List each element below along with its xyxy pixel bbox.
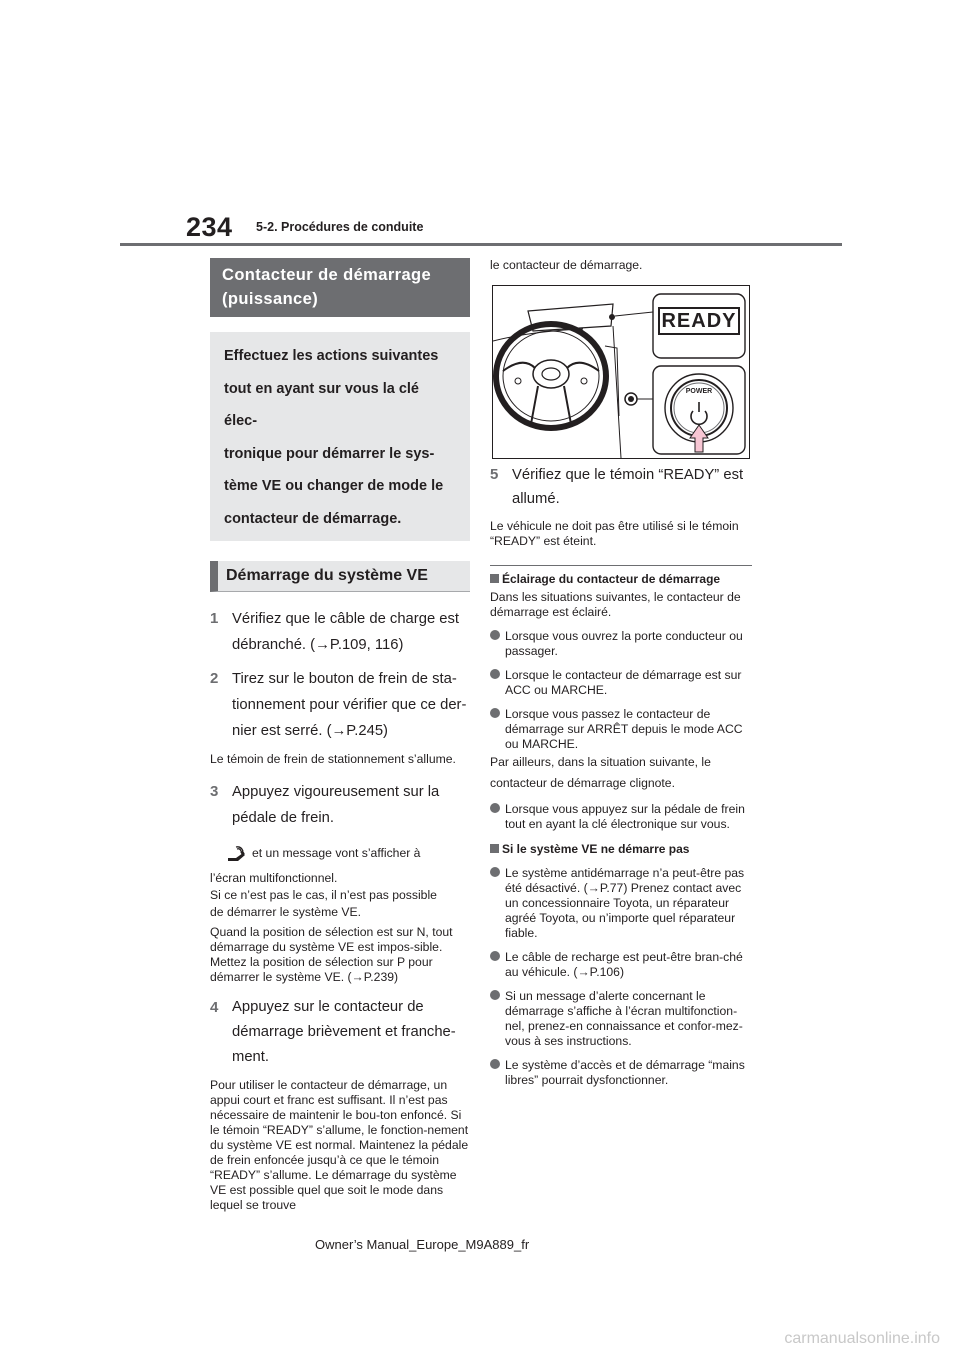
list-item: [490, 950, 752, 980]
subsection-title: Démarrage du système VE: [210, 561, 470, 592]
bullet-icon: [490, 990, 500, 1000]
heading-text: Si le système VE ne démarre pas: [502, 842, 690, 856]
step-line: ment.: [232, 1049, 270, 1065]
list-item-text: Si un message d’alerte concernant le démarrage s’affiche à l’écran multifonction-nel, prenez-en connaissance et confor-mez-vous à ses instructions.: [505, 989, 743, 1048]
step-line: Appuyez sur le contacteur de: [232, 999, 424, 1015]
list-item-text: Lorsque le contacteur de démarrage est sur ACC ou MARCHE.: [505, 668, 742, 697]
intro-line: contacteur de démarrage.: [224, 510, 402, 527]
left-column: [210, 258, 470, 1213]
list-item: [490, 668, 752, 698]
step-3-note-paragraph: Quand la position de sélection est sur N, tout démarrage du système VE est impos-sible. Mettez la position de sélection sur P pour démarrer le système VE. (→P.239): [210, 925, 453, 984]
step-line: démarrage brièvement et franche-: [232, 1024, 456, 1040]
list-item-text: Lorsque vous appuyez sur la pédale de frein tout en ayant la clé électronique sur vous.: [505, 802, 745, 831]
divider: [490, 565, 752, 566]
step-5: [490, 463, 752, 511]
list-item-text: Le système d’accès et de démarrage “mains libres” pourrait dysfonctionner.: [505, 1058, 745, 1087]
list-item: [490, 989, 752, 1049]
section-reference: 5-2. Procédures de conduite: [256, 220, 424, 234]
header-rule: [120, 243, 842, 246]
step-3-note-first: [210, 845, 470, 862]
list-item: [490, 1058, 752, 1088]
bullet-icon: [490, 708, 500, 718]
heading-no-start: [490, 842, 752, 857]
step-4: [210, 995, 470, 1070]
dashboard-figure: [492, 285, 750, 459]
step-2: [210, 666, 470, 744]
step-number: 4: [210, 999, 219, 1016]
list-item-text: Lorsque vous ouvrez la porte conducteur ou passager.: [505, 629, 743, 658]
section-title-box: [210, 258, 470, 317]
list-item: [490, 707, 752, 752]
square-bullet-icon: [490, 844, 499, 853]
section-title-line1: Contacteur de démarrage: [222, 266, 432, 284]
step-line: nier est serré. (→P.245): [232, 723, 388, 739]
list-item-text: Lorsque vous passez le contacteur de démarrage sur ARRÊT depuis le mode ACC ou MARCHE.: [505, 707, 743, 751]
power-button-label: POWER: [685, 388, 713, 395]
ready-indicator-label: READY: [661, 310, 737, 332]
step-3-note-line: Si ce n’est pas le cas, il n’est pas possible: [210, 888, 437, 902]
list-item: [490, 802, 752, 832]
square-bullet-icon: [490, 574, 499, 583]
step-line: pédale de frein.: [232, 810, 335, 826]
step-line: Vérifiez que le câble de charge est: [232, 611, 460, 627]
bullet-icon: [490, 803, 500, 813]
step-4-note: Pour utiliser le contacteur de démarrage, un appui court et franc est suffisant. Il n’est pas nécessaire de maintenir le bou-ton enfoncé. Si le témoin “READY” s’allume, le fonction-nement du système VE est normal. Maintenez la pédale de frein enfoncée jusqu’à ce que le témoin “READY” s’allume. Le démarrage du système VE est possible quel que soit le mode dans lequel se trouve: [210, 1078, 469, 1212]
manual-footer: Owner’s Manual_Europe_M9A889_fr: [315, 1237, 530, 1252]
list-item: [490, 866, 752, 941]
intro-line: tème VE ou changer de mode le: [224, 478, 444, 494]
step-number: 1: [210, 610, 219, 627]
paragraph-line: Par ailleurs, dans la situation suivante, le: [490, 755, 711, 769]
intro-box: [210, 332, 470, 541]
list-item-text: Le système antidémarrage n’a peut-être pas été désactivé. (→P.77) Prenez contact avec un concessionnaire Toyota, un réparateur agréé Toyota, ou n’importe quel réparateur fiable.: [505, 866, 745, 940]
lighting-intro: Dans les situations suivantes, le contacteur de démarrage est éclairé.: [490, 590, 741, 619]
heading-lighting: [490, 572, 752, 587]
step-5-note: Le véhicule ne doit pas être utilisé si le témoin “READY” est éteint.: [490, 519, 739, 548]
right-column: [490, 258, 752, 1088]
list-item-text: Le câble de recharge est peut-être bran-ché au véhicule. (→P.106): [505, 950, 743, 979]
intro-line: Effectuez les actions suivantes: [224, 348, 439, 364]
step-line: tionnement pour vérifier que ce der-: [232, 697, 467, 713]
intro-line: tout en ayant sur vous la clé élec-: [224, 380, 419, 429]
bullet-icon: [490, 630, 500, 640]
step-line: Appuyez vigoureusement sur la: [232, 784, 440, 800]
heading-text: Éclairage du contacteur de démarrage: [502, 572, 721, 586]
list-item: [490, 629, 752, 659]
section-title-line2: (puissance): [222, 290, 319, 308]
step-number: 2: [210, 670, 219, 687]
step-3-note-line: l’écran multifonctionnel.: [210, 871, 338, 885]
paragraph-line: contacteur de démarrage clignote.: [490, 776, 675, 790]
bullet-icon: [490, 669, 500, 679]
watermark: carmanualsonline.info: [784, 1330, 940, 1347]
bullet-icon: [490, 867, 500, 877]
page-number: 234: [186, 212, 233, 242]
step-number: 5: [490, 466, 499, 483]
bullet-icon: [490, 1059, 500, 1069]
bullet-icon: [490, 951, 500, 961]
step-3: [210, 779, 470, 831]
step-3-note-line: de démarrer le système VE.: [210, 905, 362, 919]
continuation-text: le contacteur de démarrage.: [490, 258, 643, 272]
intro-line: tronique pour démarrer le sys-: [224, 445, 435, 462]
brake-pedal-icon: [226, 846, 246, 862]
step-line: allumé.: [512, 491, 560, 507]
step-1: [210, 606, 470, 658]
step-line: Vérifiez que le témoin “READY” est: [512, 467, 744, 483]
step-3-note-text: et un message vont s’afficher à: [252, 846, 421, 860]
step-2-note: Le témoin de frein de stationnement s’allume.: [210, 752, 456, 766]
step-line: débranché. (→P.109, 116): [232, 637, 404, 653]
step-number: 3: [210, 783, 219, 800]
step-line: Tirez sur le bouton de frein de sta-: [232, 671, 457, 687]
